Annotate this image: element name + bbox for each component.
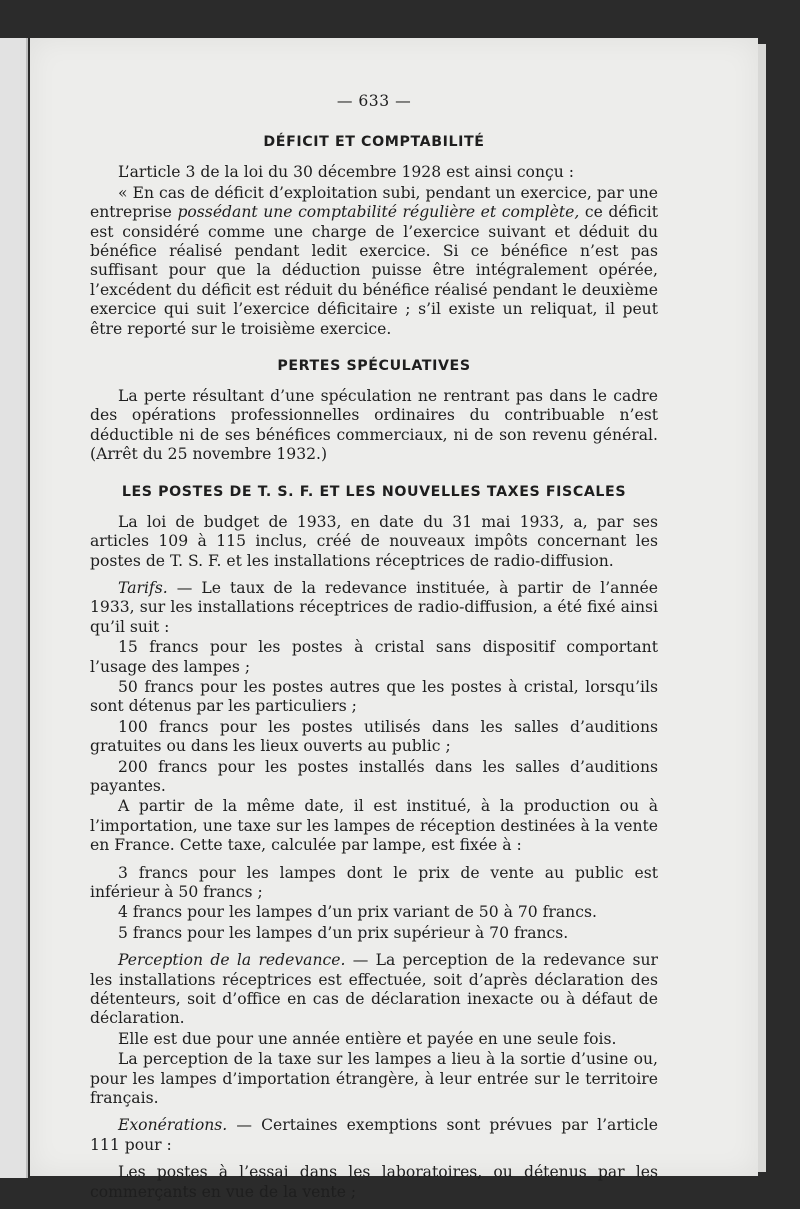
tax-item: 4 francs pour les lampes d’un prix variant de 50 à 70 francs. bbox=[118, 903, 597, 922]
text-run: ce déficit est considéré comme une charge de l’exercice suivant et déduit du bénéfice réalisé pendant ledit exercice. Si ce bénéfice n’est pas suffisant pour que la déduction puisse être intégralement opérée, l’excédent du déficit est réduit du bénéfice réalisé pendant le deuxième exercice qui suit l’exercice déficitaire ; s’il existe un reliquat, il peut être reporté sur le troisième exercice. bbox=[90, 203, 658, 338]
section-title-deficit: DÉFICIT ET COMPTABILITÉ bbox=[263, 134, 485, 151]
paragraph: Les postes à l’essai dans les laboratoires, ou détenus par les commerçants en vue de la vente ; bbox=[90, 1163, 658, 1201]
paragraph-quote bbox=[90, 184, 658, 339]
paragraph: A partir de la même date, il est institué, à la production ou à l’importation, une taxe sur les lampes de réception destinées à la vente en France. Cette taxe, calculée par lampe, est fixée à : bbox=[90, 797, 658, 855]
tax-item: 5 francs pour les lampes d’un prix supérieur à 70 francs. bbox=[118, 923, 569, 942]
paragraph-tarifs bbox=[90, 579, 658, 637]
paragraph: Elle est due pour une année entière et payée en une seule fois. bbox=[118, 1029, 617, 1048]
tax-item: 3 francs pour les lampes dont le prix de vente au public est inférieur à 50 francs ; bbox=[90, 863, 658, 901]
text-run: — Le taux de la redevance instituée, à partir de l’année 1933, sur les installations réceptrices de radio-diffusion, a été fixé ainsi qu’il suit : bbox=[90, 578, 658, 636]
italic-text: possédant une comptabilité régulière et complète, bbox=[177, 203, 580, 222]
text-run: « En cas de déficit d’exploitation subi, pendant un exercice, par une entreprise bbox=[90, 183, 658, 222]
paragraph-perception bbox=[90, 951, 658, 1029]
paragraph-exonerations bbox=[90, 1116, 658, 1155]
tariff-item: 200 francs pour les postes installés dans les salles d’auditions payantes. bbox=[90, 757, 658, 795]
paragraph: L’article 3 de la loi du 30 décembre 1928 est ainsi conçu : bbox=[118, 163, 574, 182]
page-content bbox=[90, 92, 658, 1202]
facing-page-edge bbox=[0, 38, 28, 1178]
tariff-item: 15 francs pour les postes à cristal sans dispositif comportant l’usage des lampes ; bbox=[90, 638, 658, 676]
italic-heading: Exonérations. bbox=[118, 1116, 228, 1135]
paragraph: La perte résultant d’une spéculation ne rentrant pas dans le cadre des opérations professionnelles ordinaires du contribuable n’est déductible ni de ses bénéfices commerciaux, ni de son revenu général. (Arrêt du 25 novembre 1932.) bbox=[90, 387, 658, 464]
section-title-tsf: LES POSTES DE T. S. F. ET LES NOUVELLES TAXES FISCALES bbox=[121, 483, 627, 500]
text-run: — La perception de la redevance sur les installations réceptrices est effectuée, soit d’après déclaration des détenteurs, soit d’office en cas de déclaration inexacte ou à défaut de déclaration. bbox=[90, 951, 658, 1028]
tariff-item: 100 francs pour les postes utilisés dans les salles d’auditions gratuites ou dans les lieux ouverts au public ; bbox=[90, 717, 658, 756]
page-stack-edge bbox=[758, 44, 766, 1172]
tariff-item: 50 francs pour les postes autres que les postes à cristal, lorsqu’ils sont détenus par les particuliers ; bbox=[90, 677, 658, 716]
paragraph: La perception de la taxe sur les lampes a lieu à la sortie d’usine ou, pour les lampes d’importation étrangère, à leur entrée sur le territoire français. bbox=[90, 1050, 658, 1108]
section-title-pertes: PERTES SPÉCULATIVES bbox=[277, 358, 471, 375]
page-number: — 633 — bbox=[336, 92, 412, 110]
paragraph: La loi de budget de 1933, en date du 31 mai 1933, a, par ses articles 109 à 115 inclus, créé de nouveaux impôts concernant les postes de T. S. F. et les installations réceptrices de radio-diffusion. bbox=[90, 512, 658, 570]
italic-heading: Perception de la redevance. bbox=[118, 951, 346, 970]
italic-heading: Tarifs. bbox=[118, 578, 168, 597]
text-run: — Certaines exemptions sont prévues par l’article 111 pour : bbox=[90, 1116, 658, 1154]
